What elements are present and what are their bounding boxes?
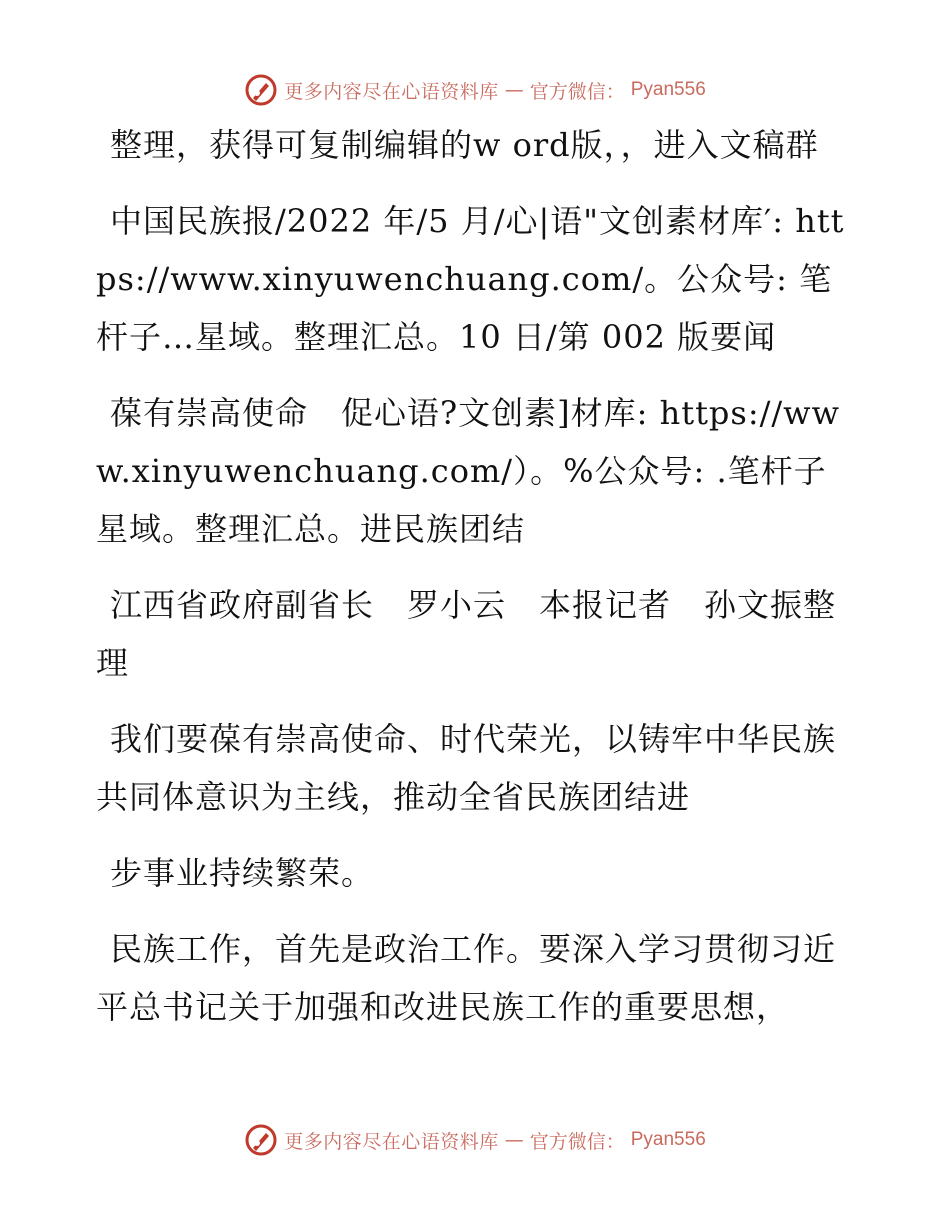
paragraph: 整理，获得可复制编辑的w ord版，，进入文稿群 [110, 126, 819, 164]
watermark-separator: — [504, 79, 524, 101]
document-body [96, 116, 856, 1054]
pen-logo-icon [244, 1123, 278, 1157]
paragraph: 民族工作，首先是政治工作。要深入学习贯彻习近平总书记关于加强和改进民族工作的重要思想， [96, 930, 837, 1026]
watermark-wechat-id: Pyan556 [630, 1129, 706, 1150]
watermark-wechat-label: 官方微信： [529, 1130, 625, 1153]
paragraph: 葆有崇高使命 促心语?文创素]材库: https://www.xinyuwenchuang.com/）。%公众号: .笔杆子星域。整理汇总。进民族团结 [96, 394, 840, 548]
paragraph: 步事业持续繁荣。 [110, 854, 375, 892]
watermark-text: 更多内容尽在心语资料库 [284, 1130, 499, 1153]
paragraph: 江西省政府副省长 罗小云 本报记者 孙文振整理 [96, 586, 837, 682]
paragraph: 我们要葆有崇高使命、时代荣光，以铸牢中华民族共同体意识为主线，推动全省民族团结进 [96, 720, 837, 816]
watermark-text: 更多内容尽在心语资料库 [284, 80, 499, 103]
header-watermark [0, 70, 950, 110]
footer-watermark [0, 1120, 950, 1160]
watermark-separator: — [504, 1129, 524, 1151]
paragraph: 中国民族报/2022 年/5 月/心|语"文创素材库′: https://www.xinyuwenchuang.com/。公众号: 笔杆子…星域。整理汇总。10 日/第 002 版要闻 [96, 202, 845, 356]
pen-logo-icon [244, 73, 278, 107]
watermark-wechat-label: 官方微信： [529, 80, 625, 103]
watermark-wechat-id: Pyan556 [630, 79, 706, 100]
